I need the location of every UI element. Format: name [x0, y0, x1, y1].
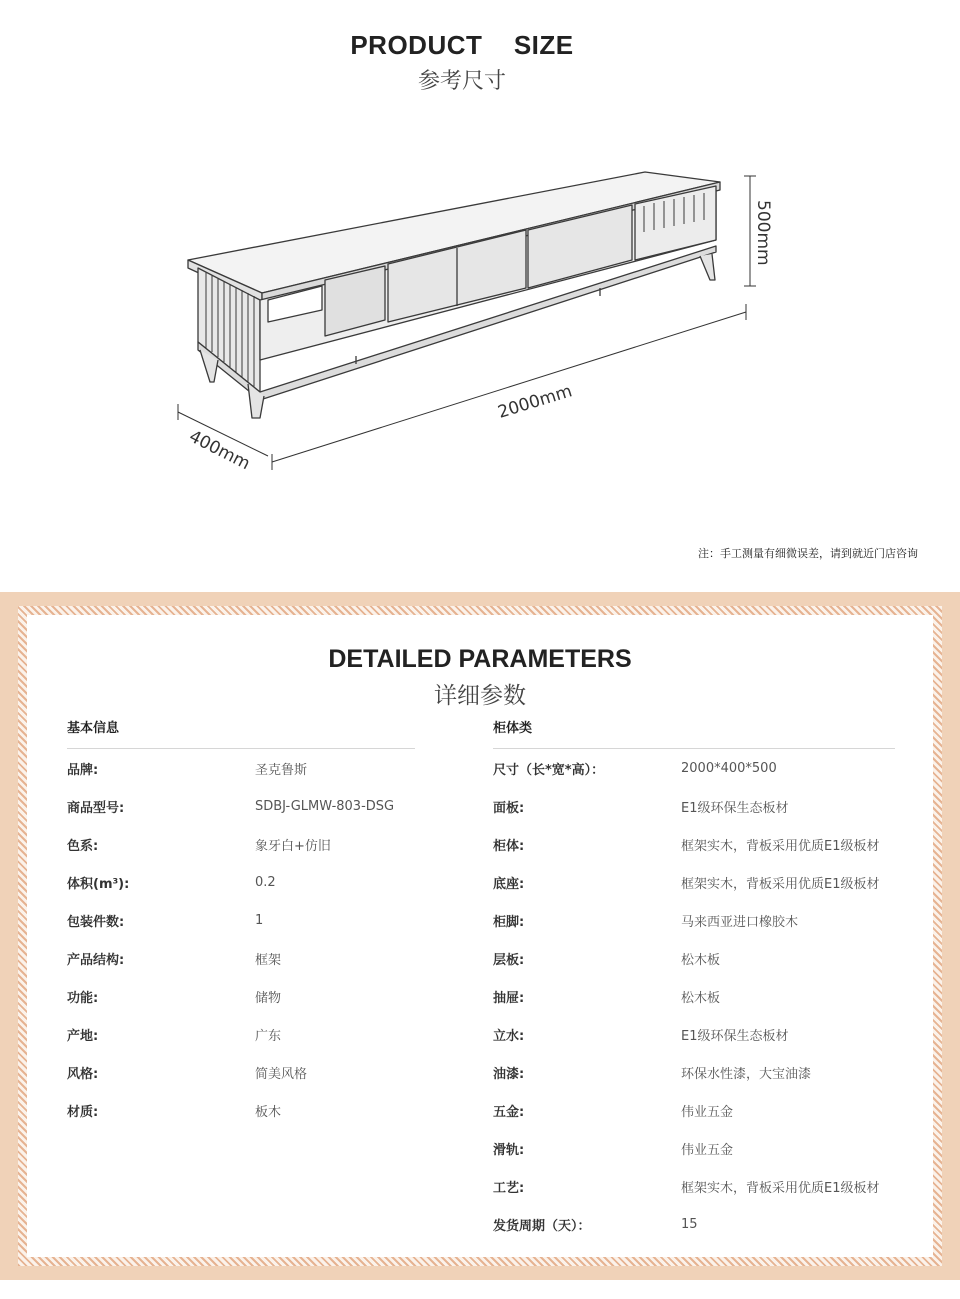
cabinet-heading: 柜体类 — [493, 713, 895, 749]
parameter-key: 抽屉: — [493, 990, 525, 1006]
parameter-value: 储物 — [255, 990, 282, 1006]
parameter-value: 伟业五金 — [681, 1142, 734, 1158]
parameter-row — [67, 1053, 415, 1091]
cabinet-column — [493, 713, 895, 1243]
parameter-key: 风格: — [67, 1066, 99, 1082]
parameter-value: 环保水性漆，大宝油漆 — [681, 1066, 812, 1082]
parameter-value: 15 — [681, 1216, 698, 1232]
measurement-note: 注：手工测量有细微误差，请到就近门店咨询 — [698, 547, 918, 560]
decorative-border — [18, 606, 942, 1266]
parameter-value: E1级环保生态板材 — [681, 1028, 789, 1044]
parameter-key: 材质: — [67, 1104, 99, 1120]
parameter-value: 松木板 — [681, 990, 721, 1006]
parameter-value: 象牙白+仿旧 — [255, 838, 331, 854]
parameter-row — [493, 787, 895, 825]
parameter-key: 面板: — [493, 800, 525, 816]
parameter-row — [67, 825, 415, 863]
parameters-title: DETAILED PARAMETERS — [328, 645, 632, 673]
parameter-key: 层板: — [493, 952, 525, 968]
parameter-row — [67, 901, 415, 939]
parameter-value: 0.2 — [255, 874, 276, 890]
parameter-value: 框架 — [255, 952, 282, 968]
parameter-value: E1级环保生态板材 — [681, 800, 789, 816]
parameter-value: 框架实木，背板采用优质E1级板材 — [681, 838, 880, 854]
parameter-key: 柜脚: — [493, 914, 525, 930]
parameter-key: 品牌: — [67, 762, 99, 778]
parameter-key: 尺寸（长*宽*高）： — [493, 762, 605, 778]
parameter-row — [493, 1167, 895, 1205]
parameter-row — [67, 749, 415, 787]
parameter-key: 发货周期（天）： — [493, 1218, 591, 1234]
parameter-value: 框架实木，背板采用优质E1级板材 — [681, 1180, 880, 1196]
parameter-row — [493, 1091, 895, 1129]
parameter-value: 1 — [255, 912, 264, 928]
product-size-title: PRODUCT SIZE — [350, 30, 574, 60]
parameter-key: 商品型号: — [67, 800, 125, 816]
basic-info-heading: 基本信息 — [67, 713, 415, 749]
parameters-section — [0, 592, 960, 1280]
parameter-value: 圣克鲁斯 — [255, 762, 308, 778]
parameter-row — [67, 863, 415, 901]
parameter-row — [493, 863, 895, 901]
parameter-value: 简美风格 — [255, 1066, 308, 1082]
parameter-row — [493, 1015, 895, 1053]
parameter-key: 产品结构: — [67, 952, 125, 968]
parameter-key: 色系: — [67, 838, 99, 854]
parameter-value: 广东 — [255, 1028, 282, 1044]
parameter-key: 功能: — [67, 990, 99, 1006]
height-dimension-label: 500mm — [753, 200, 773, 266]
parameter-row — [493, 749, 895, 787]
parameter-row — [493, 1129, 895, 1167]
parameter-key: 油漆: — [493, 1066, 525, 1082]
parameter-row — [493, 939, 895, 977]
parameter-value: SDBJ-GLMW-803-DSG — [255, 798, 395, 814]
parameter-row — [67, 977, 415, 1015]
parameter-key: 工艺: — [493, 1180, 525, 1196]
basic-info-column — [67, 713, 415, 1129]
parameter-key: 产地: — [67, 1028, 99, 1044]
parameter-key: 底座: — [493, 876, 525, 892]
parameter-value: 2000*400*500 — [681, 760, 777, 776]
parameter-value: 板木 — [255, 1104, 282, 1120]
parameter-key: 滑轨: — [493, 1142, 525, 1158]
product-size-subtitle: 参考尺寸 — [417, 69, 506, 94]
parameter-row — [67, 1091, 415, 1129]
parameter-value: 松木板 — [681, 952, 721, 968]
parameter-row — [493, 977, 895, 1015]
parameter-row — [493, 1053, 895, 1091]
parameter-key: 包装件数: — [67, 914, 125, 930]
parameter-key: 五金: — [493, 1104, 525, 1120]
parameter-key: 体积(m³): — [67, 876, 130, 892]
parameter-key: 立水: — [493, 1028, 525, 1044]
parameter-row — [67, 939, 415, 977]
product-size-section — [0, 0, 960, 592]
parameter-value: 伟业五金 — [681, 1104, 734, 1120]
depth-dimension-label: 400mm — [185, 426, 254, 475]
parameter-row — [493, 825, 895, 863]
parameter-row — [493, 1205, 895, 1243]
parameter-row — [67, 787, 415, 825]
parameter-row — [67, 1015, 415, 1053]
parameter-row — [493, 901, 895, 939]
tv-cabinet-drawing — [170, 160, 790, 490]
parameters-subtitle: 详细参数 — [434, 683, 526, 709]
parameters-card — [27, 615, 933, 1257]
parameter-value: 框架实木，背板采用优质E1级板材 — [681, 876, 880, 892]
basic-info-list — [67, 749, 415, 1129]
parameter-value: 马来西亚进口橡胶木 — [681, 914, 799, 930]
length-dimension-label: 2000mm — [495, 381, 575, 423]
parameter-key: 柜体: — [493, 838, 525, 854]
cabinet-list — [493, 749, 895, 1243]
